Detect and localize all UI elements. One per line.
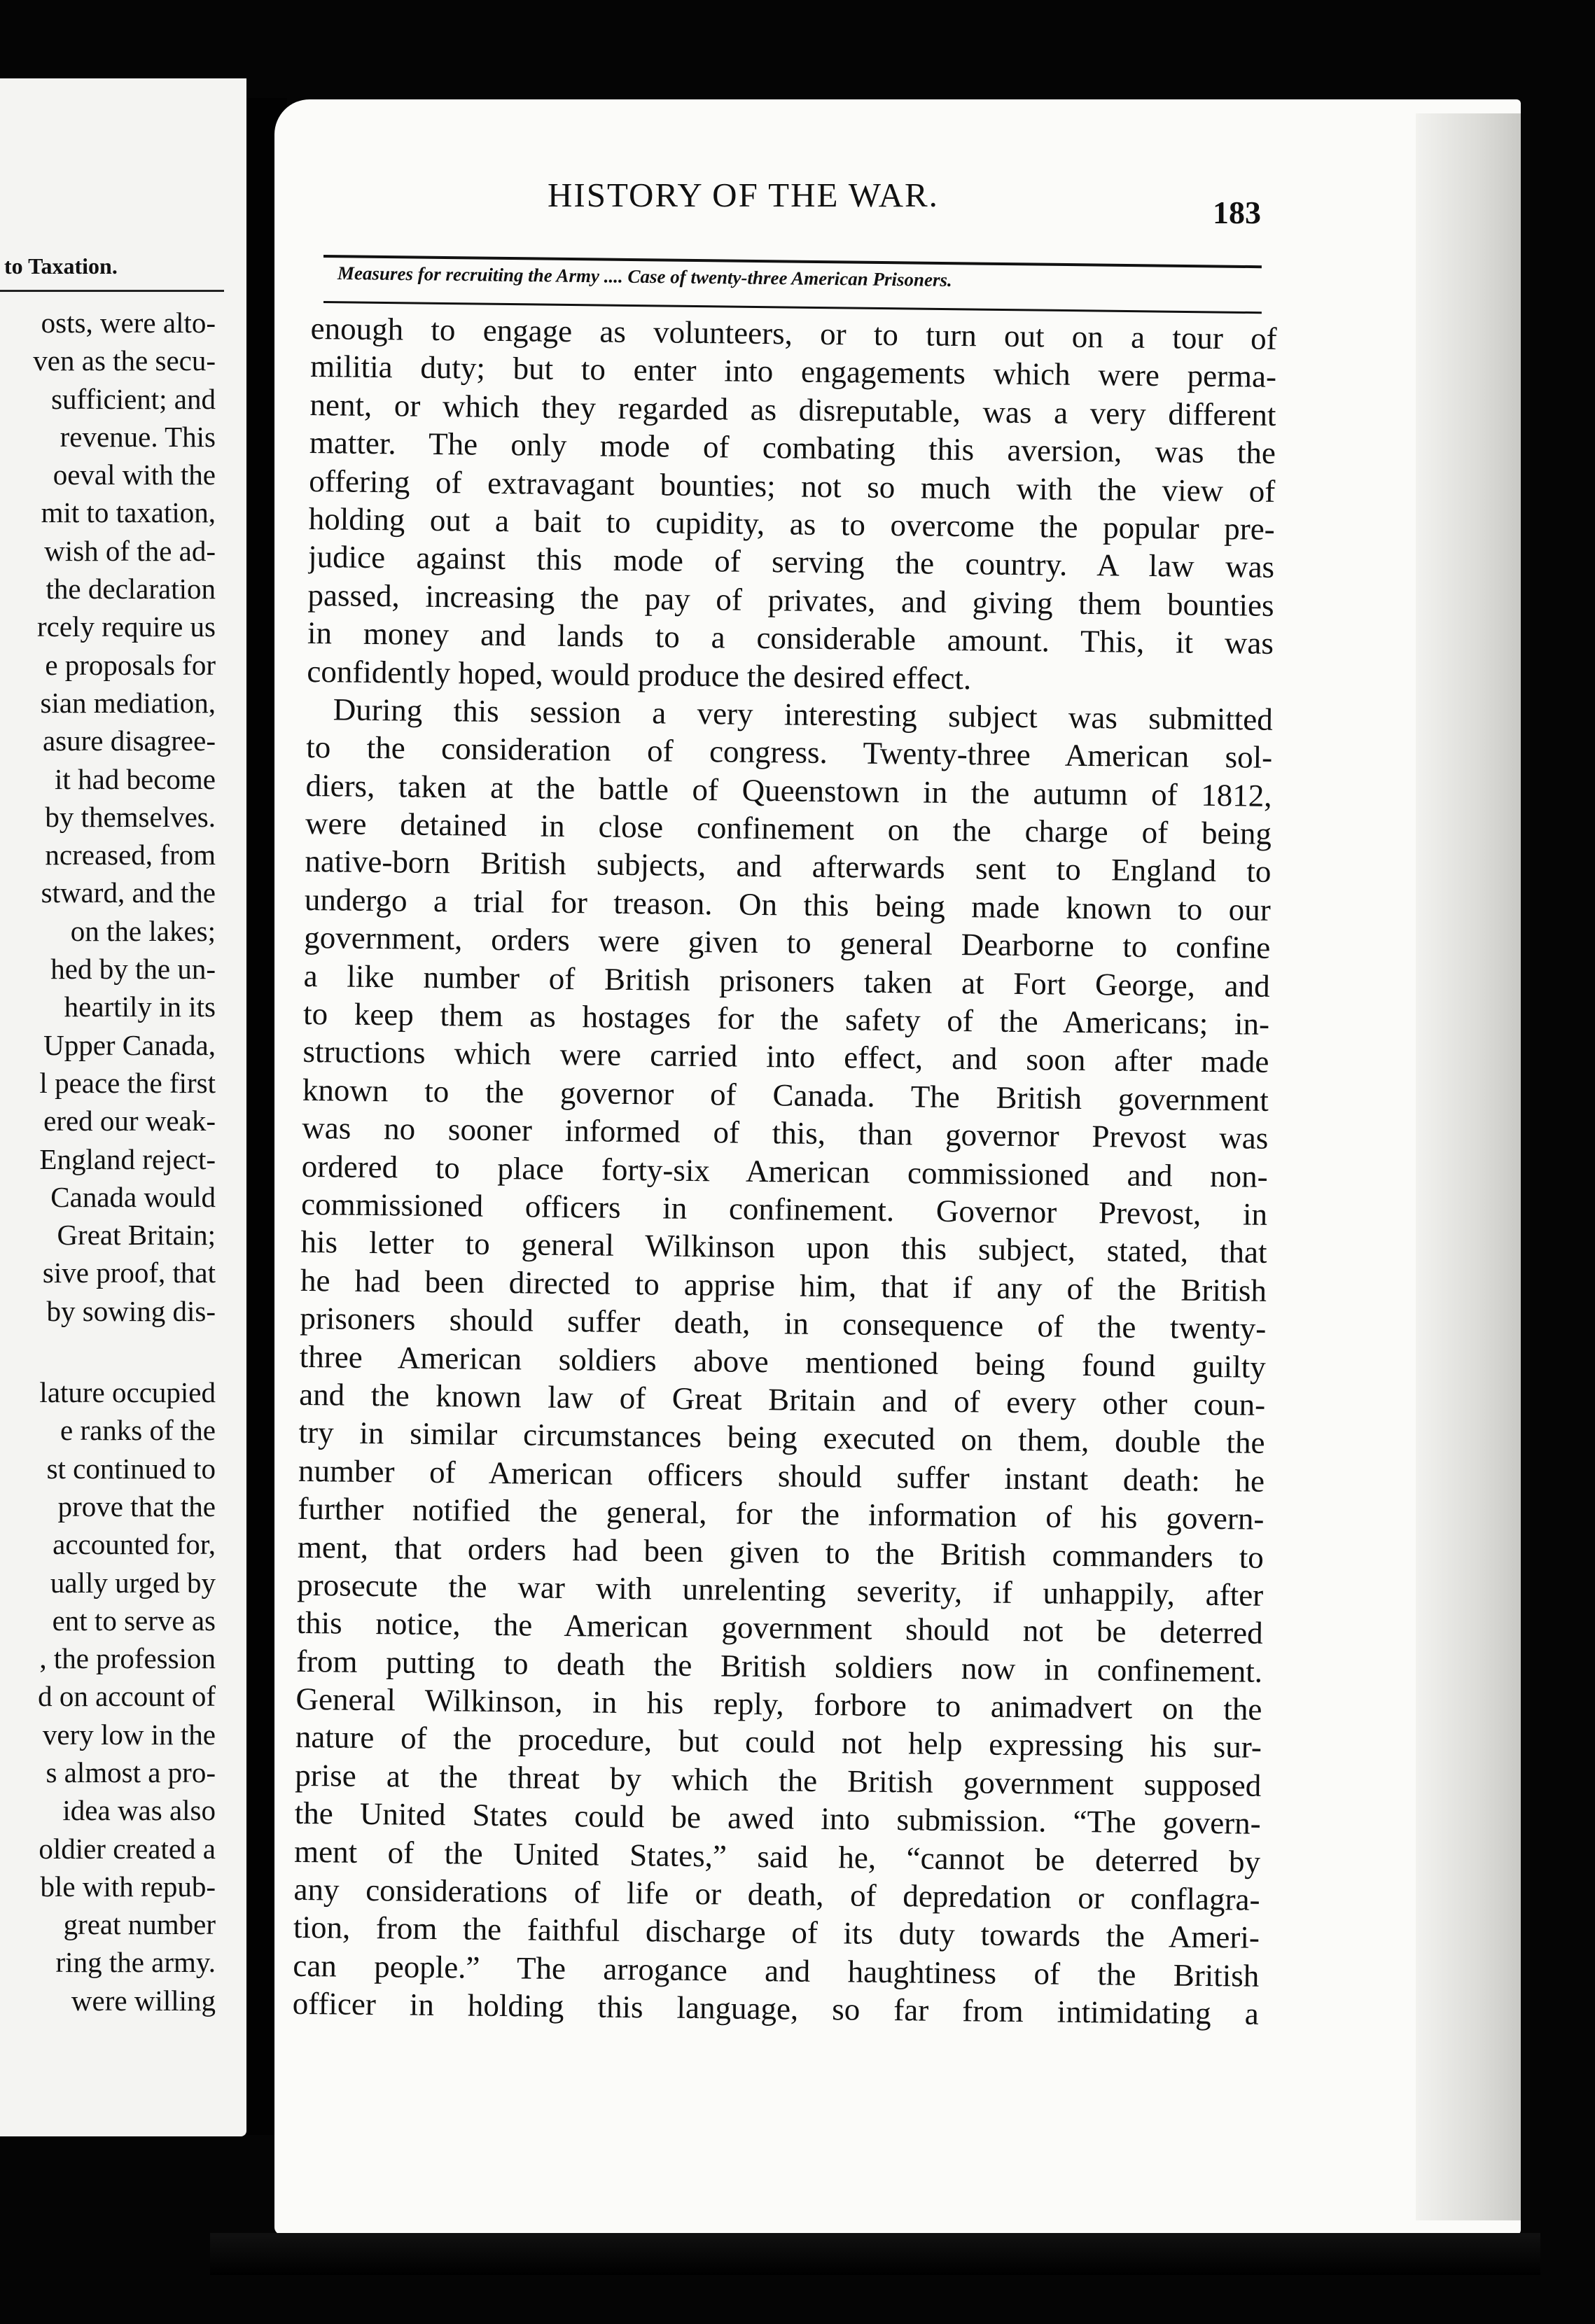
left-text-line: by sowing dis- <box>46 1294 216 1327</box>
text-line: holding out a bait to cupidity, as to overcome the popular pre- <box>308 500 1275 547</box>
left-text-line: stward, and the <box>41 876 216 909</box>
text-line: he had been directed to apprise him, that if any of the British <box>300 1262 1267 1308</box>
left-text-line: sufficient; and <box>51 382 216 415</box>
left-text-line: ble with repub- <box>40 1870 216 1903</box>
left-text-line: ring the army. <box>55 1946 216 1979</box>
left-text-line: Upper Canada, <box>43 1028 216 1061</box>
text-line: further notified the general, for the information of his govern- <box>298 1491 1265 1536</box>
left-text-line: e ranks of the <box>60 1414 216 1447</box>
text-line: confidently hoped, would produce the desired effect. <box>307 653 972 696</box>
text-line: commissioned officers in confinement. Governor Prevost, in <box>300 1186 1268 1232</box>
text-line: a like number of British prisoners taken at Fort George, and <box>303 958 1270 1004</box>
text-line: to the consideration of congress. Twenty-three American sol- <box>305 729 1273 776</box>
left-text-line: were willing <box>71 1984 216 2017</box>
left-text-line: d on account of <box>38 1680 216 1713</box>
text-line: ment of the United States,” said he, “cannot be deterred by <box>293 1833 1261 1879</box>
left-text-line: revenue. This <box>60 420 216 453</box>
left-text-line: st continued to <box>46 1452 216 1485</box>
left-page <box>0 78 246 2136</box>
text-line: his letter to general Wilkinson upon this subject, stated, that <box>300 1224 1267 1270</box>
left-text-line: hed by the un- <box>50 953 216 986</box>
text-line: can people.” The arrogance and haughtiness of the British <box>293 1947 1260 1994</box>
running-head: HISTORY OF THE WAR. <box>548 176 939 214</box>
left-page-header: to Taxation. <box>4 253 118 279</box>
scan-background <box>210 2233 1540 2275</box>
text-line: three American soldiers above mentioned being found guilty <box>299 1338 1267 1385</box>
left-text-line: by themselves. <box>45 800 216 833</box>
text-line: ment, that orders had been given to the British commanders to <box>297 1529 1265 1575</box>
left-page-text <box>0 304 216 2019</box>
left-text-line: heartily in its <box>64 990 216 1023</box>
right-page <box>274 99 1521 2234</box>
paragraph-gap <box>0 1330 216 1373</box>
text-line: diers, taken at the battle of Queenstown in the autumn of 1812, <box>305 767 1272 813</box>
page-edge-shading <box>1416 113 1521 2220</box>
left-text-line: sian mediation, <box>40 686 216 719</box>
left-text-line: England reject- <box>39 1142 216 1175</box>
left-text-line: ven as the secu- <box>33 344 216 377</box>
left-page-rule <box>0 290 224 292</box>
text-line: and the known law of Great Britain and of every other coun- <box>298 1376 1266 1422</box>
left-text-line: e proposals for <box>45 648 216 681</box>
left-text-line: very low in the <box>42 1718 216 1751</box>
text-line: tion, from the faithful discharge of its duty towards the Ameri- <box>293 1910 1260 1956</box>
text-line: from putting to death the British soldiers now in confinement. <box>295 1643 1263 1689</box>
text-line: government, orders were given to general Dearborne to confine <box>304 920 1271 966</box>
text-line: prise at the threat by which the British government supposed <box>295 1757 1262 1803</box>
text-line: the United States could be awed into submission. “The govern- <box>294 1795 1261 1842</box>
text-line: militia duty; but to enter into engagements which were perma- <box>309 349 1277 395</box>
left-text-line: oldier created a <box>39 1832 216 1865</box>
text-line: officer in holding this language, so far from intimidating a <box>292 1986 1260 2031</box>
text-line: to keep them as hostages for the safety of the Americans; in- <box>302 995 1270 1042</box>
text-line: was no sooner informed of this, than governor Prevost was <box>302 1110 1269 1156</box>
left-text-line: l peace the first <box>39 1066 216 1099</box>
text-line: in money and lands to a considerable amount. This, it was <box>307 615 1274 662</box>
body-text <box>293 309 1277 2033</box>
section-summary: Measures for recruiting the Army .... Case of twenty-three American Prisoners. <box>337 262 952 290</box>
left-text-line: osts, were alto- <box>41 307 216 339</box>
text-line: any considerations of life or death, of depredation or conflagra- <box>293 1871 1260 1917</box>
text-line: enough to engage as volunteers, or to turn out on a tour of <box>310 310 1277 356</box>
text-line: ordered to place forty-six American commissioned and non- <box>301 1148 1268 1194</box>
left-text-line: rcely require us <box>37 610 216 643</box>
text-line: undergo a trial for treason. On this being made known to our <box>304 881 1272 927</box>
left-text-line: ered our weak- <box>43 1105 216 1138</box>
text-line: native-born British subjects, and afterwards sent to England to <box>305 844 1272 890</box>
text-line: number of American officers should suffer instant death: he <box>298 1452 1265 1499</box>
left-text-line: mit to taxation, <box>41 496 216 529</box>
left-text-line: ncreased, from <box>45 839 216 872</box>
left-text-line: asure disagree- <box>42 724 216 757</box>
left-text-line: it had become <box>55 762 216 795</box>
left-text-line: wish of the ad- <box>44 534 216 567</box>
left-text-line: on the lakes; <box>70 914 216 947</box>
left-text-line: Canada would <box>50 1180 216 1213</box>
text-line: prisoners should suffer death, in consequence of the twenty- <box>300 1301 1267 1347</box>
left-text-line: sive proof, that <box>42 1256 216 1289</box>
text-line: structions which were carried into effect, and soon after made <box>302 1034 1269 1080</box>
left-text-line: idea was also <box>62 1794 216 1827</box>
text-line: judice against this mode of serving the country. A law was <box>307 539 1275 585</box>
page-number: 183 <box>1213 195 1261 230</box>
left-text-line: lature occupied <box>39 1376 216 1409</box>
text-line: During this session a very interesting subject was submitted <box>333 692 1274 737</box>
text-line: known to the governor of Canada. The British government <box>302 1072 1269 1118</box>
left-text-line: , the profession <box>39 1642 216 1675</box>
left-text-line: the declaration <box>46 573 216 606</box>
text-line: this notice, the American government should not be deterred <box>296 1605 1263 1651</box>
text-line: try in similar circumstances being executed on them, double the <box>298 1415 1265 1461</box>
text-line: were detained in close confinement on the charge of being <box>305 806 1272 851</box>
left-text-line: Great Britain; <box>57 1219 216 1252</box>
left-text-line: prove that the <box>57 1490 216 1522</box>
text-line: offering of extravagant bounties; not so much with the view of <box>309 463 1276 509</box>
text-line: passed, increasing the pay of privates, and giving them bounties <box>307 577 1274 623</box>
text-line: General Wilkinson, in his reply, forbore to animadvert on the <box>295 1681 1262 1727</box>
left-text-line: ent to serve as <box>52 1604 216 1637</box>
text-line: nent, or which they regarded as disreputable, was a very different <box>309 386 1276 433</box>
text-line: nature of the procedure, but could not help expressing his sur- <box>295 1719 1262 1765</box>
text-line: prosecute the war with unrelenting severity, if unhappily, after <box>297 1567 1264 1613</box>
left-text-line: ually urged by <box>50 1566 216 1599</box>
left-text-line: great number <box>63 1908 216 1941</box>
left-text-line: accounted for, <box>53 1528 216 1561</box>
text-line: matter. The only mode of combating this aversion, was the <box>309 425 1276 471</box>
left-text-line: s almost a pro- <box>46 1756 216 1788</box>
left-text-line: oeval with the <box>53 458 216 491</box>
